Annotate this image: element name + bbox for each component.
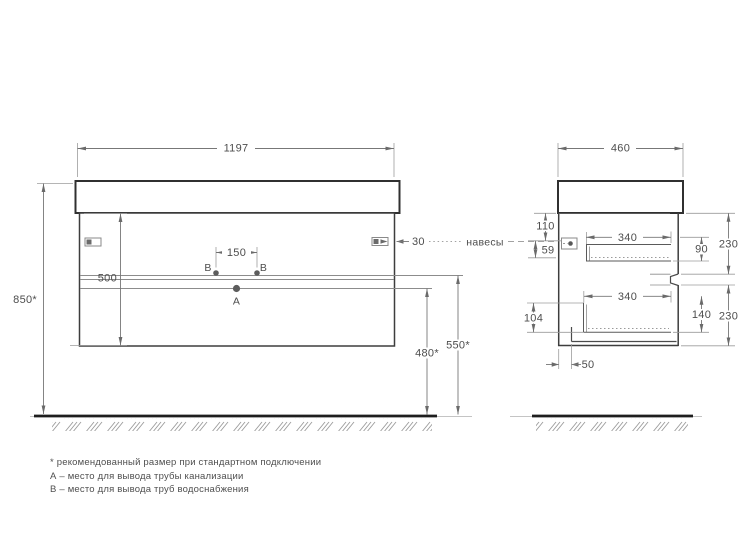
label-b-right: B — [259, 262, 268, 274]
dim-back-recess-label: 50 — [581, 359, 595, 371]
hanger-bracket-side — [562, 238, 578, 249]
dim-top-front-height-label: 230 — [718, 238, 739, 251]
dim-drain-height-label: 480* — [415, 347, 439, 360]
front-view — [76, 181, 464, 346]
top-drawer-box — [586, 245, 671, 262]
label-a: A — [232, 295, 241, 308]
dim-top-drawer-depth — [586, 232, 671, 245]
water-outlet-b-left-dot — [213, 270, 219, 276]
dim-front-width — [78, 143, 395, 178]
dim-side-depth — [558, 143, 683, 178]
dim-water-supply-height — [443, 276, 473, 415]
dim-hanger-inset — [381, 236, 559, 249]
drain-outlet-a-dot — [233, 285, 240, 292]
dim-back-recess — [546, 344, 594, 371]
dim-drain-height — [412, 289, 442, 415]
dim-depth-label: 460 — [610, 142, 631, 155]
footnote-recommended-size: * рекомендованный размер при стандартном подключении — [50, 457, 322, 468]
dim-hanger-drop — [528, 213, 562, 241]
side-countertop — [558, 181, 683, 213]
dim-top-box-height-label: 90 — [695, 243, 708, 256]
dim-bottom-box-height-label: 140 — [691, 309, 712, 321]
dim-bottom-inner-height-label: 104 — [523, 312, 544, 325]
dim-bottom-drawer-inner-height — [521, 303, 584, 332]
footnotes — [50, 456, 321, 497]
floor-side — [510, 416, 702, 431]
dim-top-drawer-depth-label: 340 — [617, 231, 638, 244]
dim-bottom-drawer-depth-label: 340 — [617, 290, 638, 303]
side-view — [558, 181, 683, 346]
hangers-callout: навесы — [466, 236, 504, 249]
hanger-bracket-front-left — [85, 238, 101, 246]
dim-hanger-height-label: 59 — [541, 244, 555, 257]
bottom-panel-recess — [572, 327, 677, 342]
dim-width-label: 1197 — [223, 142, 249, 155]
front-countertop — [76, 181, 400, 213]
dim-water-supply-label: 550* — [446, 339, 470, 352]
dim-cabinet-height-label: 500 — [97, 272, 117, 285]
dim-top-drawer-front-height — [681, 213, 741, 274]
dim-bottom-front-height-label: 230 — [718, 310, 739, 323]
label-b-left: B — [204, 262, 212, 274]
dim-outlet-spacing-label: 150 — [226, 247, 247, 259]
dim-hanger-height — [528, 241, 556, 258]
footnote-b-water: В – место для вывода труб водоснабжения — [50, 484, 249, 495]
dim-bottom-drawer-box-height — [673, 296, 714, 332]
dim-overall-height-label: 850* — [13, 294, 37, 306]
dim-hanger-drop-label: 110 — [536, 220, 555, 233]
floor-front — [30, 416, 472, 431]
drawer-gap-notch — [671, 274, 679, 286]
footnote-a-drain: А – место для вывода трубы канализации — [50, 470, 244, 482]
dim-hanger-inset-label: 30 — [412, 236, 425, 248]
dim-overall-height — [13, 184, 73, 415]
bottom-drawer-box — [584, 303, 672, 333]
dim-bottom-drawer-depth — [584, 291, 671, 303]
